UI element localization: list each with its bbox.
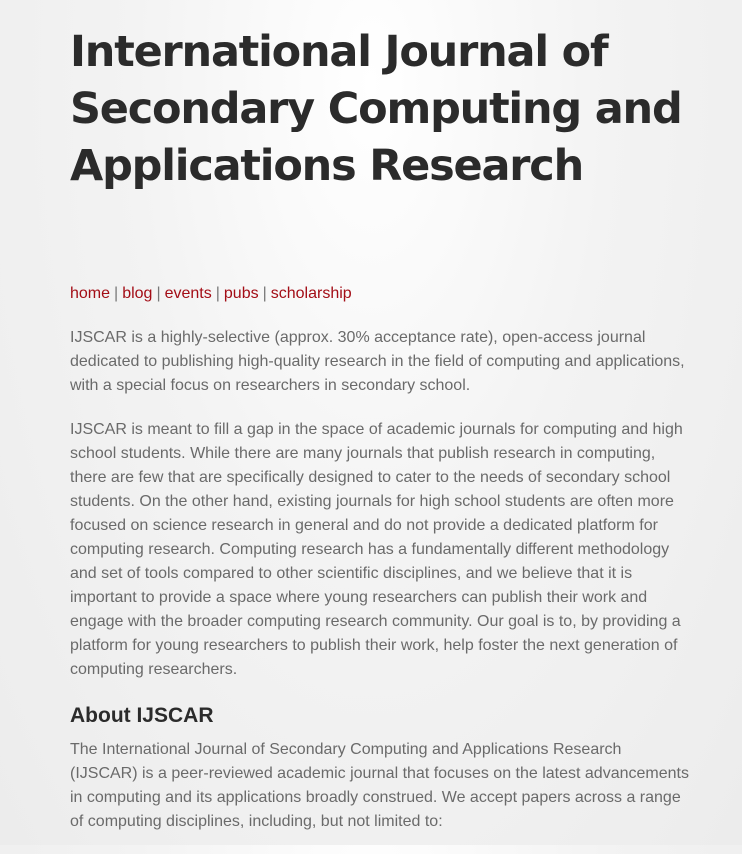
nav-separator: | [215, 285, 220, 302]
nav-separator: | [262, 285, 267, 302]
nav-link-home[interactable]: home [70, 285, 111, 302]
nav-link-blog[interactable]: blog [122, 285, 153, 302]
about-heading: About IJSCAR [70, 704, 214, 727]
about-paragraph: The International Journal of Secondary Computing and Applications Research (IJSCAR) is a peer-reviewed academic journal that focuses on the latest advancements in computing and its applications broadly construed. We accept papers across a range of computing disciplines, including, but not limited to: [70, 741, 689, 830]
nav-link-pubs[interactable]: pubs [223, 285, 259, 302]
site-title: International Journal of Secondary Computing and Applications Research [70, 27, 682, 191]
nav-link-scholarship[interactable]: scholarship [270, 285, 352, 302]
intro-paragraph: IJSCAR is a highly-selective (approx. 30% acceptance rate), open-access journal dedicated to publishing high-quality research in the field of computing and applications, with a special focus on researchers in secondary school. [70, 329, 685, 394]
page-container [70, 0, 710, 830]
mission-paragraph: IJSCAR is meant to fill a gap in the space of academic journals for computing and high school students. While there are many journals that publish research in computing, there are few that are specifically designed to cater to the needs of secondary school students. On the other hand, existing journals for high school students are often more focused on science research in general and do not provide a dedicated platform for computing research. Computing research has a fundamentally different methodology and set of tools compared to other scientific disciplines, and we believe that it is important to provide a space where young researchers can publish their work and engage with the broader computing research community. Our goal is to, by providing a platform for young researchers to publish their work, help foster the next generation of computing researchers. [70, 421, 683, 678]
nav-separator: | [156, 285, 161, 302]
nav-separator: | [114, 285, 119, 302]
main-nav [70, 284, 352, 304]
nav-link-events[interactable]: events [164, 285, 212, 302]
main-content [70, 326, 692, 854]
